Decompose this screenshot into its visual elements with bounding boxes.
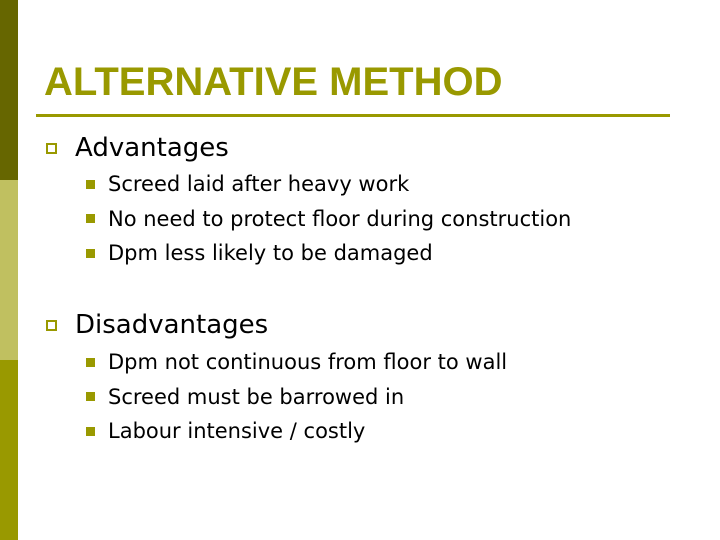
slide-title: ALTERNATIVE METHOD — [44, 60, 503, 104]
filled-square-bullet-icon — [86, 180, 95, 189]
filled-square-bullet-icon — [86, 358, 95, 367]
list-item — [86, 345, 507, 380]
advantages-list — [86, 167, 571, 271]
filled-square-bullet-icon — [86, 214, 95, 223]
side-bar-middle — [0, 180, 18, 360]
list-item — [86, 167, 571, 202]
list-item-text: Dpm not continuous from floor to wall — [108, 350, 508, 375]
list-item — [86, 202, 571, 237]
title-underline — [36, 114, 670, 117]
section-heading-advantages — [46, 131, 229, 165]
list-item-text: Screed laid after heavy work — [108, 172, 410, 197]
list-item-text: Labour intensive / costly — [108, 419, 366, 444]
list-item-text: Dpm less likely to be damaged — [108, 241, 433, 266]
filled-square-bullet-icon — [86, 249, 95, 258]
hollow-square-bullet-icon — [46, 320, 57, 331]
filled-square-bullet-icon — [86, 392, 95, 401]
list-item-text: Screed must be barrowed in — [108, 384, 405, 409]
hollow-square-bullet-icon — [46, 143, 57, 154]
side-bar-top — [0, 0, 18, 180]
filled-square-bullet-icon — [86, 427, 95, 436]
side-bar-bottom — [0, 360, 18, 540]
section-heading-disadvantages — [46, 308, 268, 342]
list-item — [86, 414, 507, 449]
list-item — [86, 380, 507, 415]
disadvantages-list — [86, 345, 507, 449]
section-heading-text: Advantages — [75, 133, 229, 163]
section-heading-text: Disadvantages — [75, 310, 269, 340]
list-item — [86, 236, 571, 271]
list-item-text: No need to protect floor during construction — [108, 206, 572, 231]
